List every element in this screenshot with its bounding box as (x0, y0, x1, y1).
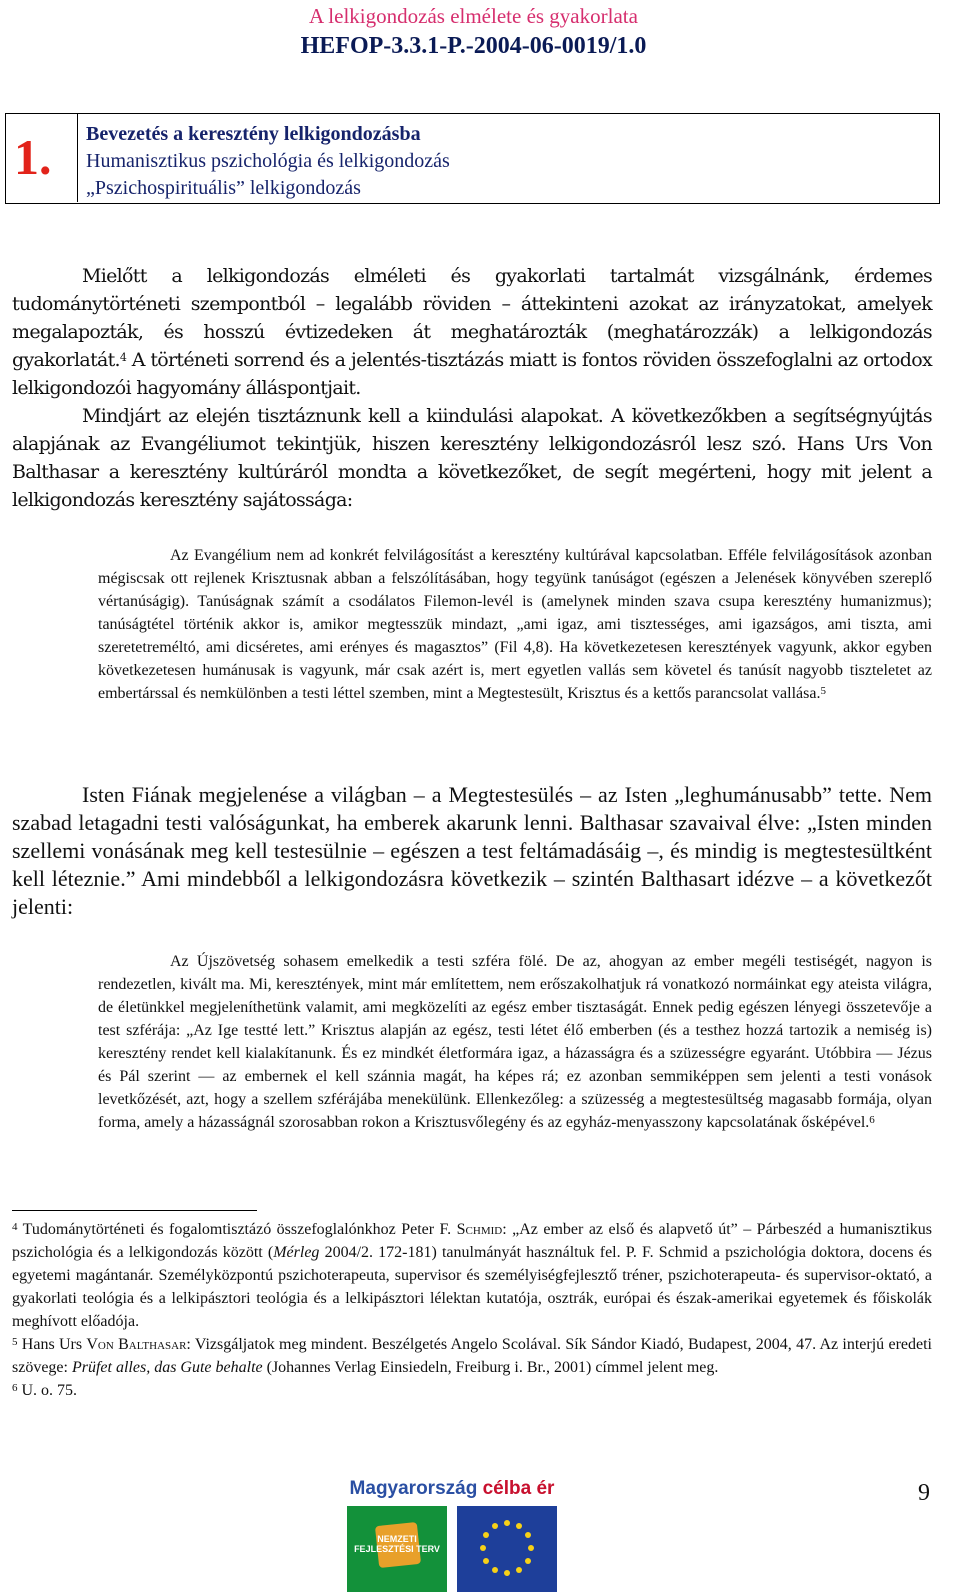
footnote-4-journal: Mérleg (273, 1244, 320, 1261)
logo-slogan-b: célba ér (477, 1478, 555, 1499)
footnote-6-text: U. o. 75. (17, 1382, 78, 1399)
paragraph-3: Isten Fiának megjelenése a világban – a Megtestesülés – az Isten „leghumánusabb” tette. Nem szabad letagadni testi valóságunkat, ha emberek akarunk lenni. Balthasar szavaival élve: „Isten minden szellemi vonásának meg kell testesülnie – egészen a test feltámadásáig –, és mindig is megtestesültként kell léteznie.” Ami mindebből a lelkigondozásra következik – szintén Balthasart idézve – a következőt jelenti: (12, 782, 932, 919)
intro-text (12, 262, 932, 514)
project-code: HEFOP-3.3.1-P.-2004-06-0019/1.0 (300, 33, 647, 59)
block-quote-1 (98, 544, 932, 705)
chapter-title: Bevezetés a keresztény lelkigondozásba (86, 123, 421, 145)
logo-slogan (347, 1476, 557, 1502)
quote-1-text: Az Evangélium nem ad konkrét felvilágosítást a keresztény kultúrával kapcsolatban. Efféle felvilágosítások azonban mégiscsak ott rejlenek Krisztusnak abban a felszólításában, hogy tegyünk tanúságot (egészen a Jelenések könyvében szereplő vértanúságig). Tanúságnak számít a csodálatos Filemon-levél is (amelynek minden szava csupa keresztény humanizmus); tanúságtétel történik akkor is, amikor megtesszük mindazt, „ami igaz, ami tisztességes, ami igazságos, ami tiszta, ami szeretetreméltó, ami dicséretes, ami erényes és magasztos” (Fil 4,8). Ha következetesen keresztények vagyunk, akkor egyben következetesen humánusak is vagyunk, már csak azért is, mert egyetlen vallás sem követel és tanúsít nagyobb tiszteletet az embertárssal és nemkülönben a testi léttel szemben, mint a Megtestesült, Krisztus és a kettős parancsolat vallása. (98, 547, 932, 702)
logo-slogan-a: Magyarország (349, 1478, 478, 1499)
footer-logo (347, 1476, 557, 1592)
eu-flag-icon (457, 1506, 557, 1592)
nft-logo-text: NEMZETI FEJLESZTÉSI TERV (354, 1534, 440, 1554)
footnote-4-text-a: Tudománytörténeti és fogalomtisztázó összefoglalónkhoz Peter F. (17, 1221, 457, 1238)
paragraph-1 (12, 262, 932, 402)
chapter-number: 1. (6, 114, 78, 202)
paragraph-1-cont: A történeti sorrend és a jelentés-tisztázás miatt is fontos röviden összefoglalni az ortodox lelkigondozói hagyomány álláspontjait. (12, 349, 932, 399)
footnote-5-text-a: Hans Urs (17, 1336, 87, 1353)
footnote-5-author: Von Balthasar (86, 1336, 187, 1353)
footnote-4-text-b: : „Az ember az első és alapvető út” – Párbeszéd a humanisztikus pszichológia és a lelkigondozás között ( (12, 1221, 933, 1261)
chapter-subtitle-1: Humanisztikus pszichológia és lelkigondozás (86, 150, 450, 172)
footnote-ref-6[interactable]: 6 (869, 1114, 875, 1126)
nft-logo (347, 1506, 447, 1592)
footnote-4-text-c: 2004/2. 172-181) tanulmányát használtuk fel. P. F. Schmid a pszichológia doktora, docens és egyetemi magántanár. Személyközpontú pszichoterapeuta, supervisor és személyiségfejlesztő tréner, pszichoterapeuta- és supervisor-oktató, a gyakorlati teológia és a lelkipásztori teológia és a lelkipásztori lélektan kutatója, osztrák, európai és észak-amerikai egyetemek és főiskolák meghívott előadója. (12, 1244, 933, 1330)
footnote-separator (12, 1210, 257, 1211)
footnote-6-number: 6 (12, 1382, 18, 1394)
footnote-5 (12, 1333, 932, 1379)
block-quote-2 (98, 950, 932, 1134)
main-text (12, 781, 932, 921)
chapter-heading-box (5, 113, 940, 204)
footnote-4 (12, 1218, 932, 1333)
document-series-title: A lelkigondozás elmélete és gyakorlata (309, 4, 638, 28)
footnotes (12, 1218, 932, 1402)
footnote-ref-4[interactable]: 4 (119, 351, 127, 364)
footnote-5-text-b: : Vizsgáljatok meg mindent. Beszélgetés Angelo Scolával. Sík Sándor Kiadó, Budapest, 2004, 47. Az interjú eredeti szövege: (12, 1336, 932, 1376)
footnote-ref-5[interactable]: 5 (820, 685, 826, 697)
chapter-subtitle-2: „Pszichospirituális” lelkigondozás (86, 177, 361, 199)
paragraph-1-text: Mielőtt a lelkigondozás elméleti és gyakorlati tartalmát vizsgálnánk, érdemes tudománytörténeti szempontból – legalább röviden – áttekinteni azokat az irányzatokat, amelyek megalapozták, és hosszú évtizedeken át meghatározták (meghatározzák) a lelkigondozás gyakorlatát. (12, 265, 932, 371)
footnote-4-number: 4 (12, 1221, 18, 1233)
footnote-5-text-c: (Johannes Verlag Einsiedeln, Freiburg i. Br., 2001) címmel jelent meg. (262, 1359, 719, 1376)
paragraph-2: Mindjárt az elején tisztáznunk kell a kiindulási alapokat. A következőkben a segítségnyújtás alapjának az Evangéliumot tekintjük, hiszen keresztény lelkigondozásról lesz szó. Hans Urs Von Balthasar a keresztény kultúráról mondta a következőket, de segít megérteni, hogy mit jelent a lelkigondozás keresztény sajátossága: (12, 405, 932, 511)
chapter-titles (86, 121, 450, 202)
footnote-5-number: 5 (12, 1336, 18, 1348)
footnote-4-author: Schmid (456, 1221, 503, 1238)
page-number: 9 (918, 1480, 930, 1506)
footnote-5-title: Prüfet alles, das Gute behalte (71, 1359, 263, 1376)
quote-2-text: Az Újszövetség sohasem emelkedik a testi szféra fölé. De az, ahogyan az ember megéli testiségét, nagyon is rendezetlen, kivált ma. Mi, keresztények, mint már említettem, nem erőszakolhatjuk rá vonatkozó normáinkat egy ateista világra, de életünkkel megjeleníthetünk valamit, ami megközelíti az egész ember tisztaságát. Ennek pedig egészen lényegi összetevője a test szférája: „Az Ige testté lett.” Krisztus alapján az egész, testi létet élő emberben (és a testhez hozzá tartozik a nemiség is) keresztény rendet kell kialakítanunk. És ez mindkét életformára igaz, a házasságra és a szüzességre egyaránt. Utóbbira — Jézus és Pál szerint — az embernek el kell szánnia magát, ha képes rá; ez azonban semmiképpen sem jelenti a testi vonások levetkőzését, azt, hogy a szellem szférájába menekülünk. Ellenkezőleg: a szüzesség a megtestesültség magasabb formája, olyan forma, amely a házasságnál szorosabban rokon a Krisztusvőlegény és az egyház-menyasszony kapcsolatának ősképével. (98, 953, 932, 1131)
footnote-6 (12, 1379, 932, 1402)
